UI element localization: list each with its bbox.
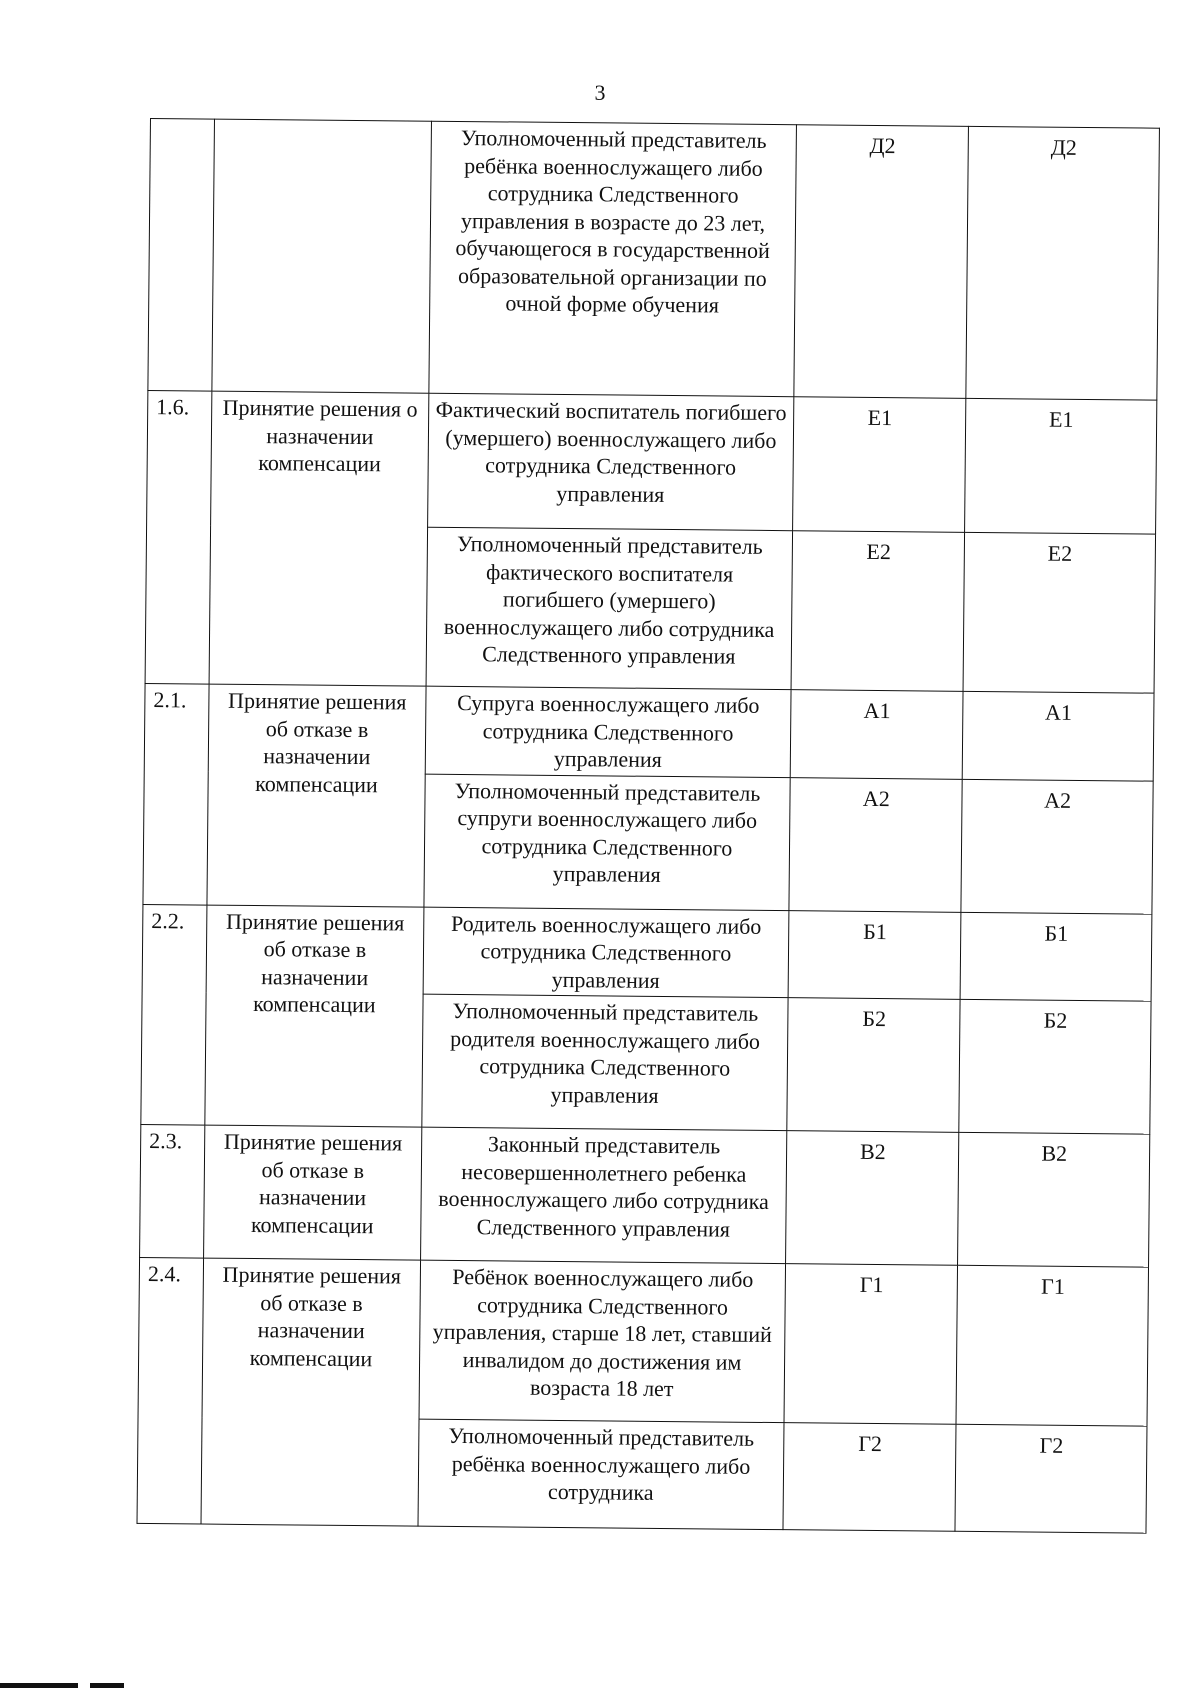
scan-mark (0, 1683, 78, 1688)
row-number: 2.1. (143, 683, 209, 904)
code-cell: Е1 (793, 397, 966, 533)
applicant-cell: Уполномоченный представитель супруги военнослужащего либо сотрудника Следственного управления (423, 774, 790, 911)
action-cell: Принятие решения о назначении компенсации (209, 391, 428, 686)
code-cell: А1 (791, 690, 964, 779)
page-number: 3 (594, 80, 606, 105)
applicant-cell: Уполномоченный представитель фактического воспитателя погибшего (умершего) военнослужащего либо сотрудника Следственного управления (426, 527, 793, 690)
code-cell: Д2 (794, 125, 968, 399)
compensation-decision-table (137, 118, 1160, 1534)
code-cell: Е2 (791, 531, 964, 692)
applicant-cell: Супруга военнослужащего либо сотрудника Следственного управления (425, 686, 792, 777)
row-number (148, 119, 215, 392)
code-cell: Е1 (965, 398, 1157, 534)
code-cell: Б2 (787, 998, 960, 1133)
table-row (142, 904, 1152, 1001)
row-number: 2.2. (141, 904, 207, 1125)
action-cell: Принятие решения об отказе в назначении компенсации (201, 1258, 420, 1526)
applicant-cell: Родитель военнослужащего либо сотрудника Следственного управления (423, 907, 790, 998)
code-cell: Б2 (959, 999, 1151, 1134)
applicant-cell: Фактический воспитатель погибшего (умершего) военнослужащего либо сотрудника Следственного управления (427, 393, 794, 531)
table-row (144, 683, 1154, 780)
code-cell: Г2 (955, 1424, 1147, 1533)
applicant-cell: Уполномоченный представитель ребёнка военнослужащего либо сотрудника Следственного управления в возрасте до 23 лет, обучающегося в государственной образовательной организации по очной форме обучения (428, 121, 796, 396)
table-row (138, 1257, 1148, 1426)
applicant-cell: Ребёнок военнослужащего либо сотрудника Следственного управления, старше 18 лет, ставший инвалидом до достижения им возраста 18 лет (419, 1260, 786, 1423)
applicant-cell: Уполномоченный представитель ребёнка военнослужащего либо сотрудника (417, 1419, 784, 1530)
code-cell: В2 (786, 1131, 959, 1266)
code-cell: А2 (789, 777, 962, 912)
table-row (147, 390, 1157, 534)
table-row (148, 119, 1160, 401)
applicant-cell: Законный представитель несовершеннолетнего ребенка военнослужащего либо сотрудника Следственного управления (420, 1127, 787, 1264)
code-cell: А2 (961, 779, 1153, 914)
code-cell: Г1 (956, 1265, 1148, 1426)
scan-mark (90, 1683, 124, 1688)
action-cell (212, 119, 431, 393)
code-cell: Г2 (783, 1423, 956, 1532)
action-cell: Принятие решения об отказе в назначении компенсации (207, 684, 425, 907)
code-cell: Г1 (784, 1264, 957, 1425)
code-cell: Б1 (960, 912, 1152, 1001)
code-cell: Е2 (963, 532, 1155, 693)
action-cell: Принятие решения об отказе в назначении компенсации (204, 1125, 421, 1260)
code-cell: Д2 (966, 126, 1159, 400)
row-number: 1.6. (145, 390, 212, 684)
code-cell: Б1 (788, 910, 961, 999)
applicant-cell: Уполномоченный представитель родителя военнослужащего либо сотрудника Следственного управления (421, 994, 788, 1131)
action-cell: Принятие решения об отказе в назначении компенсации (205, 905, 423, 1128)
code-cell: А1 (962, 691, 1154, 780)
code-cell: В2 (958, 1132, 1150, 1267)
table-row (140, 1124, 1150, 1267)
row-number: 2.3. (140, 1124, 206, 1258)
scan-edge-marks (0, 1683, 1200, 1689)
row-number: 2.4. (137, 1257, 204, 1524)
